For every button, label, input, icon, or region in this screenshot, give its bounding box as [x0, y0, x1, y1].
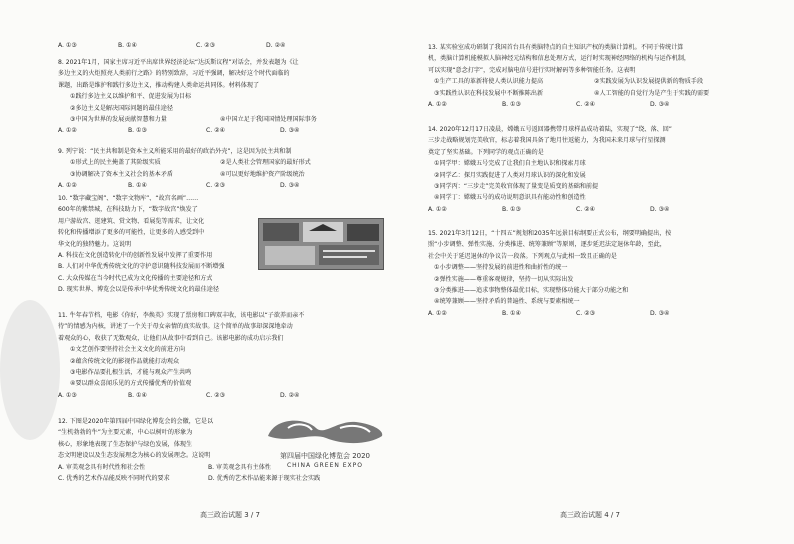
- statement: ②多边主义是解决国际问题的最佳途径: [70, 104, 173, 112]
- palace-photo-art: [259, 219, 383, 269]
- option: B. ①③: [502, 205, 521, 213]
- stem-line: 9. 列宁说：“民主共和制是资本主义所能采用的最好的政治外壳”，这是因为民主共和制: [58, 148, 292, 155]
- statement: ①生产工具的革新将使人类认识能力提高: [434, 78, 544, 86]
- stem-line: 可以实现“意念打字”，完成对脑电信号进行实时解码等多种智能任务。这表明: [428, 66, 636, 74]
- option: C. ②④: [576, 205, 596, 213]
- statement: ①小步调整——坚持发展的前进性和曲折性的统一: [434, 264, 568, 272]
- stem-line: 社会中关于延迟退休的争议告一段落。下列观点与此相一致且正确的是: [428, 252, 617, 260]
- statement: ②蕴含传统文化的影视作品就能打动观众: [70, 357, 180, 365]
- options-row: [58, 473, 398, 484]
- option: C. 优秀的艺术作品能反映不同时代的要求: [58, 474, 170, 482]
- question-14: [428, 124, 764, 215]
- emblem-subtitle: CHINA GREEN EXPO: [286, 462, 363, 469]
- scan-stain: [0, 300, 60, 440]
- statement: ④中国立足于我国国情处理国际事务: [220, 115, 317, 123]
- stem-line: 华文化的独特魅力。这说明: [58, 240, 132, 248]
- option: D. ③④: [280, 127, 300, 135]
- option: D. ③④: [650, 205, 670, 213]
- options-row: [58, 125, 398, 136]
- option: D. 优秀的艺术作品能来源于现实社会实践: [208, 474, 321, 482]
- statement: ③分类推进——追求事物整体最优目标，实现整体功能大于部分功能之和: [434, 286, 629, 294]
- stem-line: 照“小步调整、弹性实施、分类推进、统筹兼顾”等原则，逐步延迟法定退休年龄，至此，: [428, 241, 666, 249]
- question-9: [58, 146, 398, 192]
- left-page: [58, 0, 398, 544]
- emblem-logo: [260, 414, 390, 448]
- statement: ②是人类社会管理国家的最好形式: [220, 159, 311, 167]
- top-options: [58, 40, 398, 51]
- option: C. ②③: [576, 309, 596, 317]
- stem-line: 态文明建设以及生态发展理念为核心的发展理念。这说明: [58, 452, 211, 460]
- option: D. ②④: [266, 42, 286, 49]
- page-footer: 高三政治试题 3 / 7: [200, 511, 260, 519]
- emblem-title: 第四届中国绿化博览会 2020: [279, 452, 371, 460]
- right-page: [428, 0, 764, 544]
- option: A. ①②: [58, 182, 77, 190]
- stem-line: 核心，形象地表现了生态保护与绿色发展，体现生: [58, 440, 193, 448]
- statement: ④要以群众喜闻乐见的方式传播优秀的价值观: [70, 380, 192, 388]
- options-row: [428, 204, 764, 215]
- page-footer: 高三政治试题 4 / 7: [560, 511, 620, 519]
- option: A. ①③: [58, 42, 77, 49]
- stem-line: 13. 某实验室成功研制了我国首台具有类脑特点的自主知识产权的类脑计算机。不同于传统计算: [428, 44, 684, 51]
- stem-line: 10. “数字藏宝阁”、“数字文物库”、“故宫名画”……: [58, 195, 199, 202]
- stem-line: 14. 2020年12月17日凌晨，嫦娥五号返回器携带月球样品成功着陆，实现了“绕、落、回”: [428, 126, 672, 133]
- stem-line: 600年的紫禁城，在科技助力下，“数字故宫”焕发了: [58, 206, 198, 214]
- statement: ④可以更好地维护资产阶级统治: [220, 170, 305, 178]
- stem-line: 8. 2021年1月，国家主席习近平出席世界经济论坛“达沃斯议程”对话会，并发表题为《让: [58, 59, 299, 66]
- stem-line: 用户游故宫、逛建筑、赏文物、看展览等需求，让文化: [58, 217, 205, 225]
- statement: ②弹性实施——尊重客观规律，坚持一切从实际出发: [434, 275, 574, 283]
- stem-line: “生机勃勃的牛”为主要元素，中心以树叶的形象为: [58, 429, 193, 437]
- stem-line: 15. 2021年3月12日，“十四五”规划和2035年远景目标纲要正式公布，纲要明确提出，按: [428, 230, 672, 237]
- stem-line: 奠定了坚实基础。下列同学的观点正确的是: [428, 148, 544, 156]
- statement: ③中国为世界的发展贡献智慧和力量: [70, 115, 167, 123]
- statement-pair: [58, 169, 398, 180]
- stem-line: 转化和传播增添了更多的可能性，让更多的人感受到中: [58, 229, 205, 237]
- option: B. 审美观念具有主体性: [208, 463, 271, 471]
- statement: ③电影作品要扎根生活，才能与观众产生共鸣: [70, 368, 192, 376]
- option: C. ②③: [206, 391, 226, 399]
- stem-line: 11. 牛年春节档，电影《你好，李焕英》实现了票房和口碑双丰收，该电影以“子欲养而亲不: [58, 312, 305, 319]
- statement: ①践行多边主义以维护和平、促进发展为目标: [70, 93, 192, 101]
- option: B. ①④: [128, 391, 147, 399]
- option: D. ③④: [650, 100, 670, 108]
- statement: ②实践发展为认识发展提供新的物质手段: [594, 78, 704, 86]
- stem-line: 多边主义的火炬照亮人类前行之路》的特别致辞，习近平强调，解决好这个时代面临的: [58, 70, 290, 78]
- statement-pair: [428, 88, 764, 99]
- statement: ②同学乙：探月实践促进了人类对月球认识的深化和发展: [434, 171, 586, 179]
- question-15: [428, 228, 764, 319]
- option: B. ①④: [502, 309, 521, 317]
- options-row: [428, 308, 764, 319]
- option: D. 现实世界、博览会以是传承中华优秀传统文化的最佳途径: [58, 286, 219, 294]
- statement: ③同学丙：“三步走”完美收官体现了量变是质变的基础和前提: [434, 182, 599, 190]
- option: A. 科技在文化创造转化中的创新性发展中发挥了重要作用: [58, 251, 213, 259]
- statement: ③实践性认识在科技发展中不断推陈出新: [434, 89, 544, 97]
- statement-pair: [58, 157, 398, 168]
- stem-line: 三步走战略规划完美收官，标志着我国具备了地月往返能力，为我国未来月球与行星探测: [428, 137, 666, 145]
- option: C. ②④: [576, 100, 596, 108]
- stem-line: 待”的情感为内核，讲述了一个关于母女亲情的真实故事。这个简单的故事却深深地牵动: [58, 323, 293, 331]
- palace-museum-photo: [258, 218, 384, 270]
- option: D. ③④: [650, 309, 670, 317]
- option: A. ①②: [428, 100, 447, 108]
- stem-line: 课题，出路是维护和践行多边主义，推动构建人类命运共同体。材料体现了: [58, 81, 260, 89]
- option: B. ①③: [128, 127, 147, 135]
- options-row: [58, 180, 398, 191]
- question-13: [428, 42, 764, 110]
- option: C. ②③: [196, 42, 216, 49]
- statement: ①同学甲：嫦娥五号完成了让我们自主地认识和探索月球: [434, 160, 586, 168]
- green-expo-emblem: [260, 414, 390, 470]
- statement-pair: [58, 114, 398, 125]
- option: A. ①②: [58, 127, 77, 135]
- stem-line: 12. 下图是2020年第四届中国绿化博览会的会徽，它是以: [58, 418, 214, 425]
- option: D. ②④: [280, 391, 300, 399]
- statement: ①文艺创作要坚持社会主义文化的前进方向: [70, 346, 186, 354]
- statement-pair: [428, 76, 764, 87]
- options-row: [428, 99, 764, 110]
- options-row: [58, 390, 398, 401]
- option: C. ②④: [206, 127, 226, 135]
- option: B. ①④: [118, 42, 137, 49]
- question-11: [58, 310, 398, 401]
- statement: ①形式上的民主掩盖了其阶级实质: [70, 159, 161, 167]
- option: A. ①②: [428, 309, 447, 317]
- statement: ④统筹兼顾——坚持矛盾的普遍性、系统与要素相统一: [434, 298, 580, 306]
- stem-line: 机，类脑计算机能模拟人脑神经元结构和信息处理方式，运行时实现神经网络的机构与运作机制，: [428, 55, 691, 63]
- option: D. ③④: [280, 182, 300, 190]
- stem-line: 着观众的心，收获了无数观众，让他们从故事中看到自己。该影电影的成功启示我们: [58, 334, 284, 342]
- option: C. 大众传媒在当今时代已成为文化传播的主要途径和方式: [58, 274, 213, 282]
- option: B. ①③: [502, 100, 521, 108]
- option: A. ①③: [58, 391, 77, 399]
- statement: ④同学丁：嫦娥五号的成功说明意识具有能动性和创造性: [434, 194, 586, 202]
- option: B. 人们对中华优秀传统文化的守护意识随科技发展而不断增强: [58, 263, 225, 271]
- option: B. ①④: [128, 182, 147, 190]
- option: A. ①②: [428, 205, 447, 213]
- question-8: [58, 57, 398, 137]
- statement: ④人工智能的自觉行为是产生于实践的需要: [594, 89, 710, 97]
- option: C. ②③: [206, 182, 226, 190]
- statement: ③协调解决了资本主义社会的基本矛盾: [70, 170, 173, 178]
- option: A. 审美观念具有时代性和社会性: [58, 463, 146, 471]
